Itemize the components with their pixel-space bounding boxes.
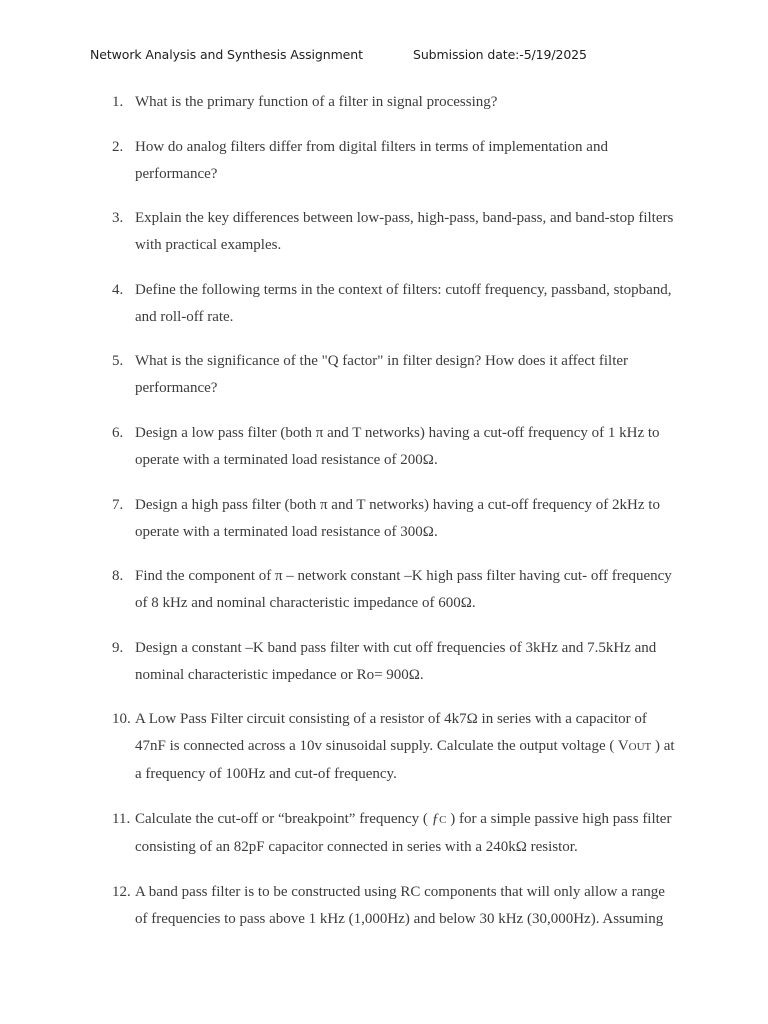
question-text: What is the primary function of a filter in signal processing?: [135, 94, 498, 110]
question-text: Find the component of π – network constant –K high pass filter having cut- off frequency of 8 kHz and nominal characteristic impedance of 600Ω.: [135, 568, 672, 612]
question-item: [0, 134, 679, 188]
question-text-part: ) at a frequency of 100Hz and cut-of frequency.: [135, 738, 675, 783]
question-item: [0, 89, 679, 116]
submission-date: Submission date:-5/19/2025: [413, 47, 587, 62]
question-number: 3.: [112, 210, 124, 227]
question-item: [0, 635, 679, 689]
question-text: What is the significance of the "Q factor" in filter design? How does it affect filter performance?: [135, 353, 629, 397]
question-text: Explain the key differences between low-pass, high-pass, band-pass, and band-stop filters with practical examples.: [135, 210, 674, 254]
question-text-part: Calculate the cut-off or “breakpoint” frequency (: [135, 810, 432, 827]
question-item: [0, 420, 679, 474]
question-item: [0, 806, 679, 861]
question-item: [0, 205, 679, 259]
question-number: 1.: [112, 94, 124, 110]
question-number: 12.: [112, 883, 131, 900]
question-item: [0, 277, 679, 331]
question-number: 10.: [112, 711, 131, 728]
question-text: Design a constant –K band pass filter with cut off frequencies of 3kHz and 7.5kHz and nominal characteristic impedance or Ro= 900Ω.: [135, 639, 657, 683]
question-number: 7.: [112, 496, 124, 513]
question-number: 2.: [112, 138, 124, 155]
question-number: 9.: [112, 639, 124, 656]
question-text: Define the following terms in the context of filters: cutoff frequency, passband, stopband, and roll-off rate.: [135, 281, 672, 325]
question-number: 4.: [112, 281, 124, 298]
question-text: How do analog filters differ from digital filters in terms of implementation and performance?: [135, 138, 608, 182]
question-item: [0, 879, 679, 933]
question-text: [135, 711, 675, 782]
question-text: [135, 811, 671, 855]
question-text: Design a low pass filter (both π and T networks) having a cut-off frequency of 1 kHz to operate with a terminated load resistance of 200Ω.: [135, 424, 660, 468]
assignment-title: Network Analysis and Synthesis Assignment: [90, 47, 363, 62]
question-item: [0, 348, 679, 402]
subscript: OUT: [628, 741, 652, 754]
subscript: C: [439, 813, 447, 826]
question-list: [0, 89, 679, 950]
question-number: 11.: [112, 810, 131, 827]
question-text: Design a high pass filter (both π and T networks) having a cut-off frequency of 2kHz to operate with a terminated load resistance of 300Ω.: [135, 496, 660, 540]
question-item: [0, 492, 679, 546]
question-number: 6.: [112, 424, 124, 441]
document-header: [90, 47, 587, 62]
question-text: A band pass filter is to be constructed using RC components that will only allow a range of frequencies to pass above 1 kHz (1,000Hz) and below 30 kHz (30,000Hz). Assuming: [135, 883, 665, 927]
question-number: 8.: [112, 568, 124, 585]
question-text-part: ) for a simple passive high pass filter consisting of an 82pF capacitor connected in series with a 240kΩ resistor.: [135, 810, 672, 855]
frequency-symbol: ƒ: [431, 810, 440, 827]
question-number: 5.: [112, 353, 124, 370]
question-text-part: A Low Pass Filter circuit consisting of a resistor of 4k7Ω in series with a capacitor of 47nF is connected across a 10v sinusoidal supply. Calculate the output voltage ( V: [135, 711, 647, 755]
question-item: [0, 706, 679, 788]
question-item: [0, 563, 679, 617]
